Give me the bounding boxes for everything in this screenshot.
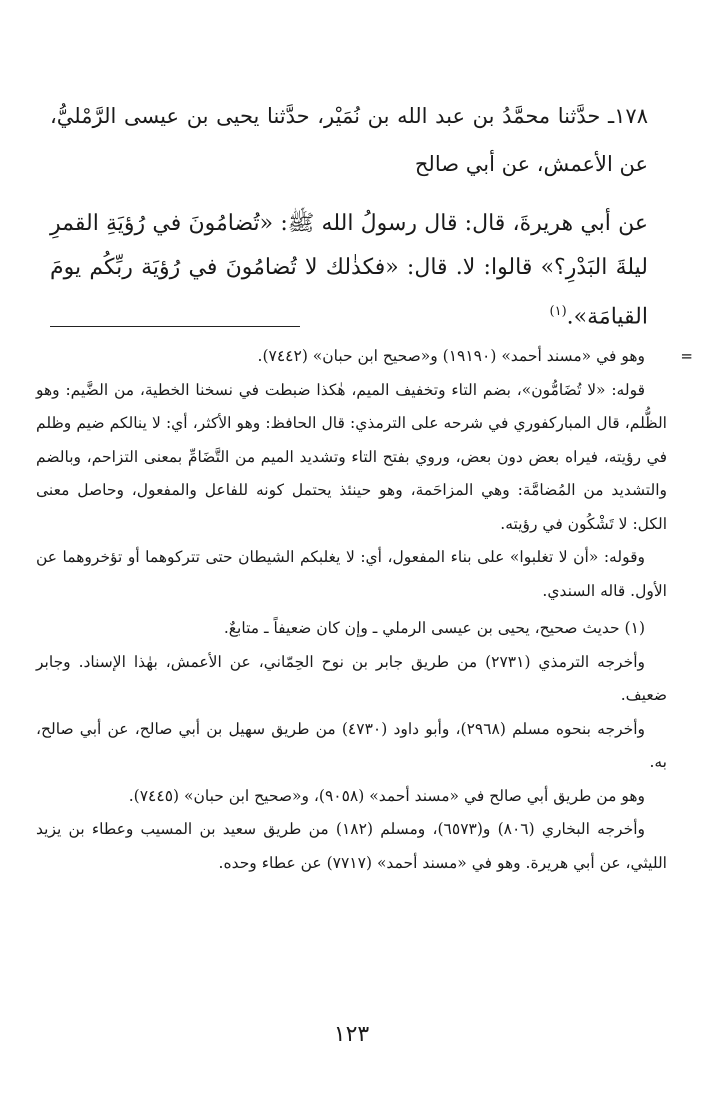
hadith-block xyxy=(50,92,648,339)
note-paragraph: وقوله: «أن لا تغلبوا» على بناء المفعول، أي: لا يغلبكم الشيطان حتى تتركوهما أو تؤخروهما عن الأول. قاله السندي. xyxy=(36,548,667,600)
note-paragraph: قوله: «لا تُضَامُّون»، بضم التاء وتخفيف الميم، هٰكذا ضبطت في نسخنا الخطية، من الضَّيم: وهو الظُّلم، قال المباركفوري في شرحه على الترمذي: قال الحافظ: وهو الأكثر، أي: لا ينالكم ضيم وظلم في رؤيته، فيراه بعض دون بعض، وروي بفتح التاء وتشديد الميم من التَّضَامِّ بمعنى التزاحم، وبالضم والتشديد من المُضامَّة: وهي المزاحَمة، وهو حينئذ يحتمل كونه للفاعل والمفعول، وحاصل معنى الكل: لا تَشْكُون في رؤيته. xyxy=(36,380,667,533)
footnotes xyxy=(36,340,693,880)
note-continuation xyxy=(36,340,693,374)
note-continuation-text: وهو في «مسند أحمد» (١٩١٩٠) و«صحيح ابن حبان» (٧٤٤٢). xyxy=(257,347,645,365)
page-number: ١٢٣ xyxy=(333,1022,370,1047)
hadith-matn-text: عن أبي هريرةَ، قال: قال رسولُ الله ﷺ: «تُضامُونَ في رُؤيَةِ القمرِ ليلةَ البَدْرِ؟» قالوا: لا. قال: «فكذٰلك لا تُضامُونَ في رُؤيَة ربِّكُم يومَ القيامَة». xyxy=(50,211,648,330)
continuation-mark: = xyxy=(680,347,693,365)
hadith-isnad: ١٧٨ـ حدَّثنا محمَّدُ بن عبد الله بن نُمَيْر، حدَّثنا يحيى بن عيسى الرَّمْليُّ، عن الأعمش، عن أبي صالح xyxy=(50,104,648,176)
footnote-paragraph: وأخرجه بنحوه مسلم (٢٩٦٨)، وأبو داود (٤٧٣٠) من طريق سهيل بن أبي صالح، عن أبي صالح، به. xyxy=(36,719,667,771)
footnote-paragraph: وأخرجه الترمذي (٢٧٣١) من طريق جابر بن نوح الحِمّاني، عن الأعمش، بهٰذا الإسناد. وجابر ضعيف. xyxy=(36,652,667,704)
hadith-matn xyxy=(50,202,648,339)
footnote-paragraph: وهو من طريق أبي صالح في «مسند أحمد» (٩٠٥٨)، و«صحيح ابن حبان» (٧٤٤٥). xyxy=(128,786,645,805)
footnote-1: (١) حديث صحيح، يحيى بن عيسى الرملي ـ وإن كان ضعيفاً ـ متابعٌ. xyxy=(223,619,645,637)
footnote-separator xyxy=(50,326,300,327)
footnote-paragraph: وأخرجه البخاري (٨٠٦) و(٦٥٧٣)، ومسلم (١٨٢) من طريق سعيد بن المسيب وعطاء بن يزيد الليثي، عن أبي هريرة. وهو في «مسند أحمد» (٧٧١٧) عن عطاء وحده. xyxy=(36,820,667,872)
footnote-reference: (١) xyxy=(549,304,567,319)
